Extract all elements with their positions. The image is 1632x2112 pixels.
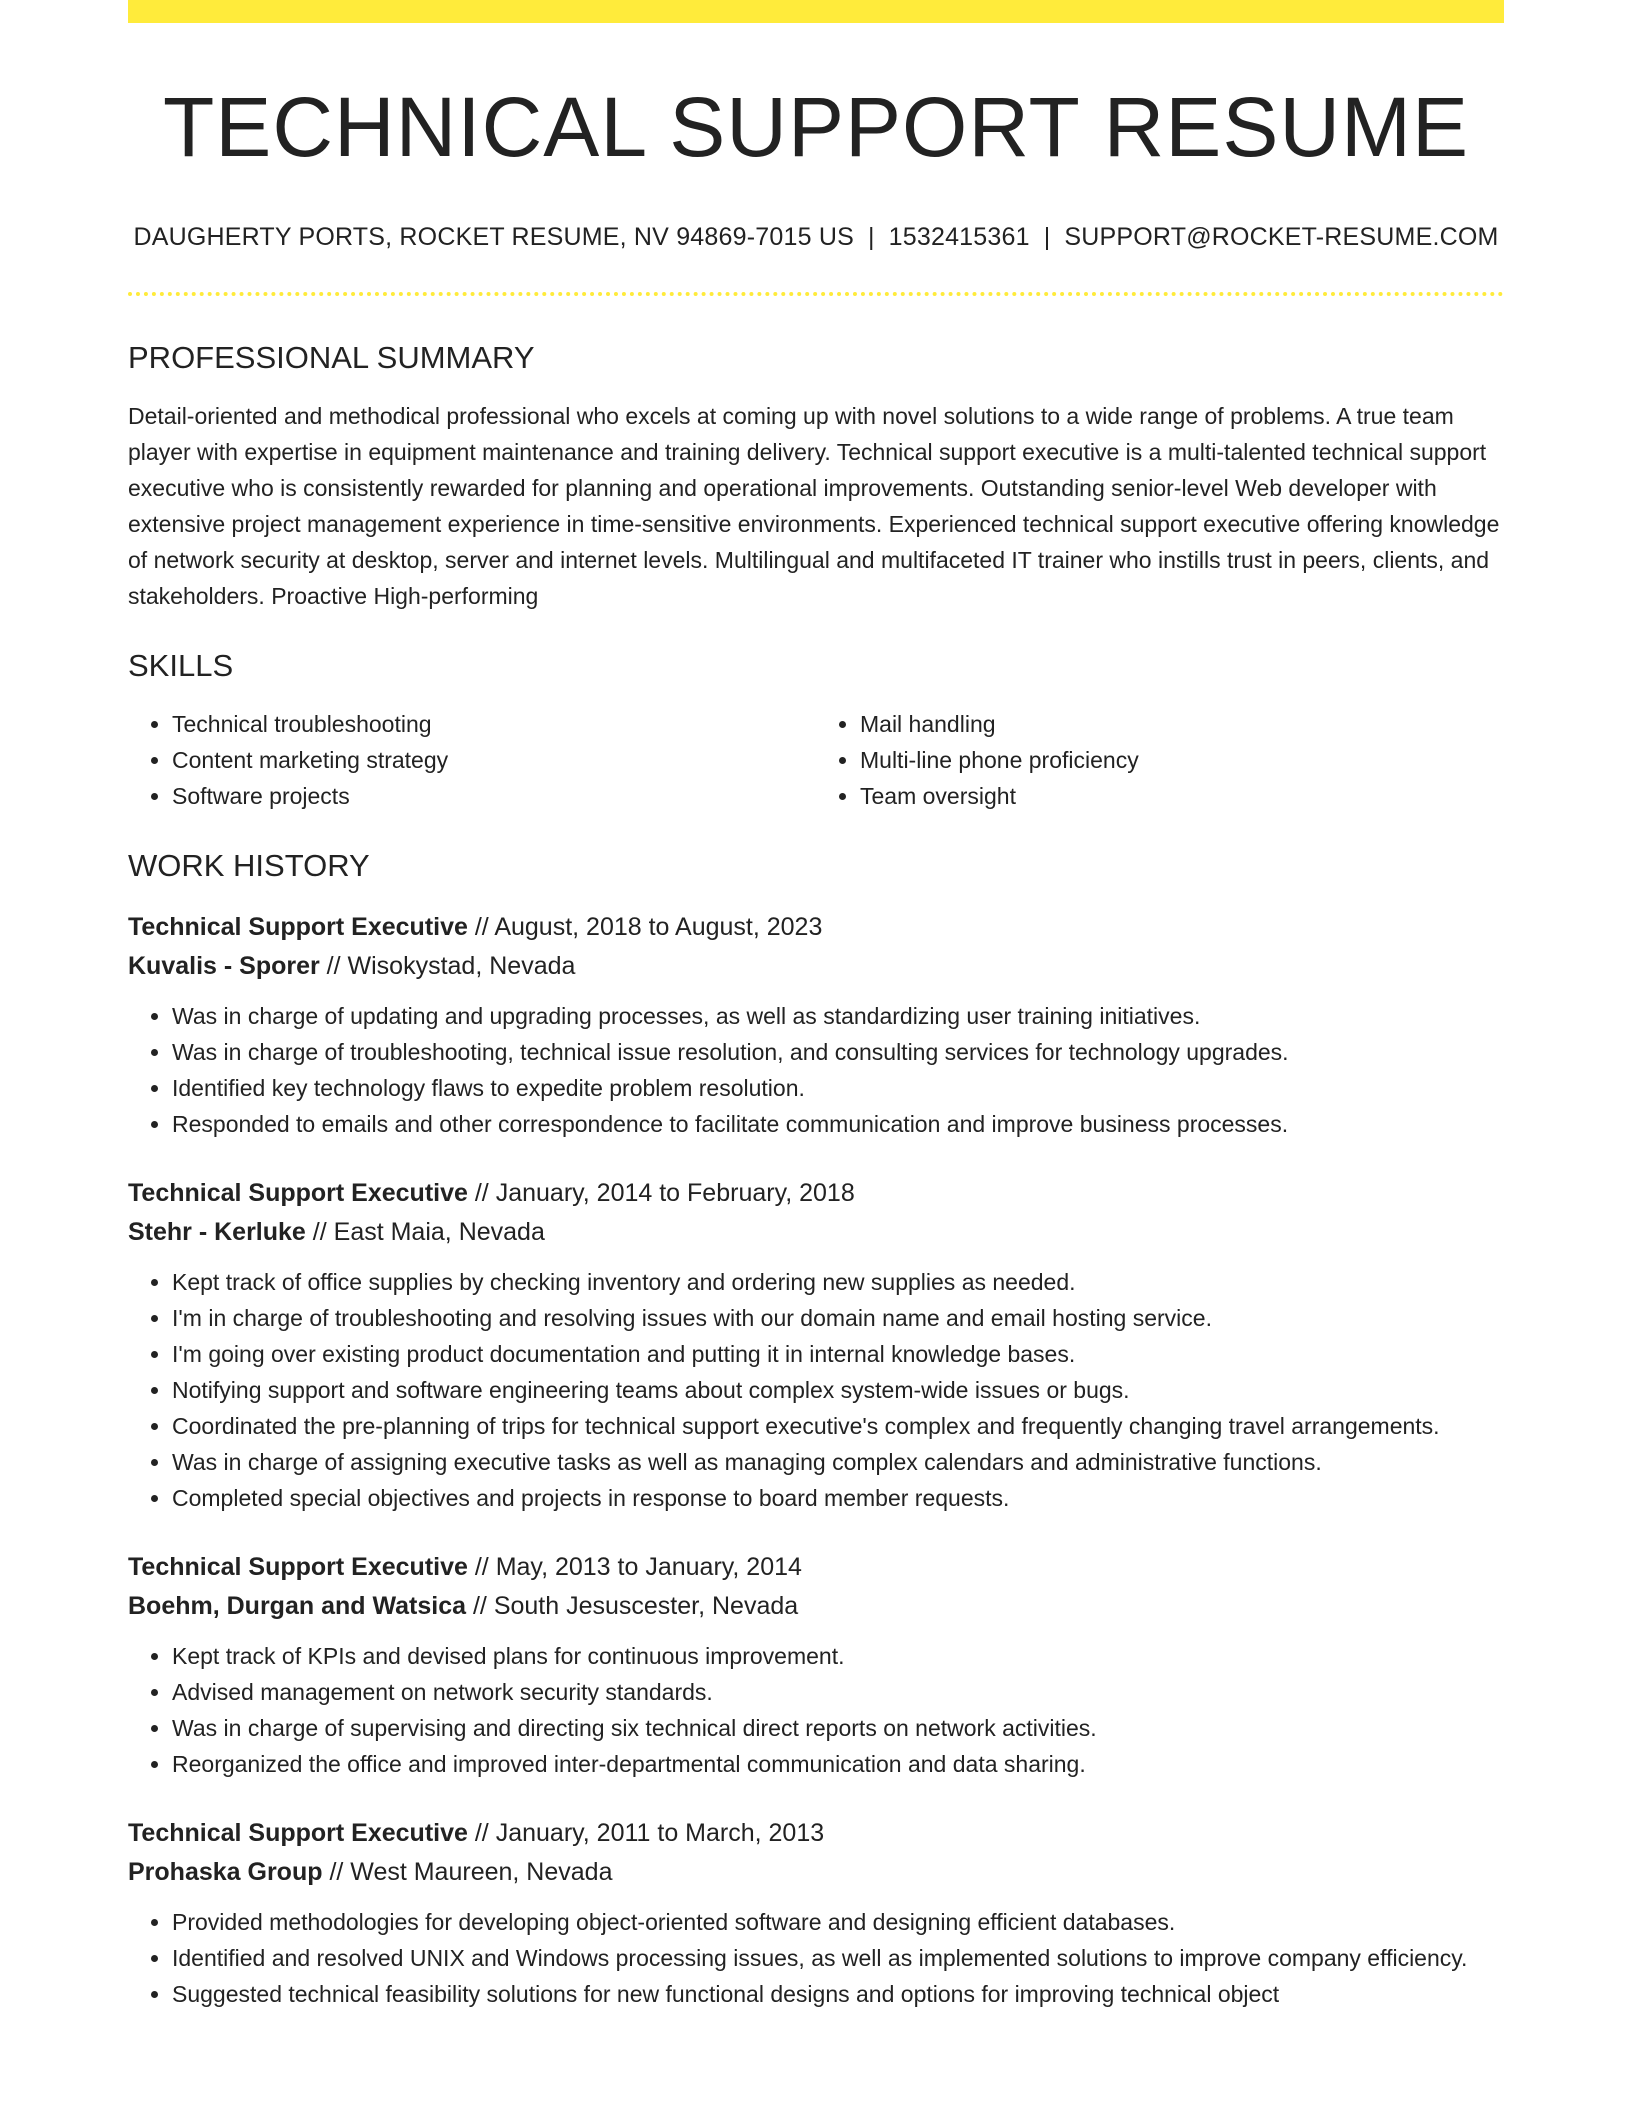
job-company: Kuvalis - Sporer [128, 952, 320, 981]
job-company-line [128, 1587, 1504, 1626]
job-divider: // [467, 1819, 496, 1848]
contact-email: SUPPORT@ROCKET-RESUME.COM [1064, 223, 1499, 252]
job-company-line [128, 947, 1504, 986]
job-company: Stehr - Kerluke [128, 1218, 306, 1247]
job-divider: // [466, 1592, 494, 1621]
job-title-line [128, 1814, 1504, 1853]
skills-column-left [128, 706, 816, 814]
resume-page [128, 0, 1504, 2012]
job-company-line [128, 1853, 1504, 1892]
job-location: West Maureen, Nevada [350, 1858, 613, 1887]
job-bullet: • Identified key technology flaws to expedite problem resolution. [172, 1070, 1504, 1106]
job-divider: // [305, 1218, 334, 1247]
job-entry [128, 1814, 1504, 2012]
contact-separator: | [867, 223, 875, 252]
job-bullet: • Suggested technical feasibility solutions for new functional designs and options for improving technical object [172, 1976, 1504, 2012]
skill-item: • Technical troubleshooting [172, 706, 816, 742]
skills-heading: SKILLS [128, 648, 234, 684]
job-bullet: • Responded to emails and other correspondence to facilitate communication and improve business processes. [172, 1106, 1504, 1142]
job-entry [128, 1174, 1504, 1516]
contact-address: DAUGHERTY PORTS, ROCKET RESUME, NV 94869-7015 US [133, 223, 854, 252]
job-location: South Jesuscester, Nevada [493, 1592, 799, 1621]
job-bullet: • Identified and resolved UNIX and Windows processing issues, as well as implemented solutions to improve company efficiency. [172, 1940, 1504, 1976]
skills-list [128, 706, 1504, 814]
job-bullet: • Notifying support and software engineering teams about complex system-wide issues or bugs. [172, 1372, 1504, 1408]
accent-top-bar [128, 0, 1504, 23]
job-bullets [128, 998, 1504, 1142]
job-dates: January, 2011 to March, 2013 [495, 1819, 825, 1848]
skill-item: • Team oversight [860, 778, 1504, 814]
job-title: Technical Support Executive [128, 913, 468, 942]
job-location: Wisokystad, Nevada [347, 952, 576, 981]
job-company: Boehm, Durgan and Watsica [128, 1592, 467, 1621]
work-history-heading: WORK HISTORY [128, 848, 370, 884]
job-bullets [128, 1638, 1504, 1782]
job-bullet: • Coordinated the pre-planning of trips for technical support executive's complex and frequently changing travel arrangements. [172, 1408, 1504, 1444]
job-divider: // [322, 1858, 351, 1887]
job-location: East Maia, Nevada [333, 1218, 545, 1247]
job-dates: January, 2014 to February, 2018 [495, 1179, 855, 1208]
contact-line [128, 223, 1504, 252]
job-divider: // [319, 952, 348, 981]
job-bullet: • Reorganized the office and improved inter-departmental communication and data sharing. [172, 1746, 1504, 1782]
job-title: Technical Support Executive [128, 1819, 468, 1848]
job-divider: // [467, 913, 495, 942]
job-title-line [128, 1548, 1504, 1587]
job-bullet: • Provided methodologies for developing object-oriented software and designing efficient databases. [172, 1904, 1504, 1940]
job-title-line [128, 1174, 1504, 1213]
job-entry [128, 1548, 1504, 1782]
job-bullet: • I'm going over existing product documentation and putting it in internal knowledge bases. [172, 1336, 1504, 1372]
job-bullet: • Was in charge of updating and upgrading processes, as well as standardizing user training initiatives. [172, 998, 1504, 1034]
job-title-line [128, 908, 1504, 947]
job-bullets [128, 1904, 1504, 2012]
job-company: Prohaska Group [128, 1858, 323, 1887]
resume-title: TECHNICAL SUPPORT RESUME [162, 80, 1470, 174]
skill-item: • Content marketing strategy [172, 742, 816, 778]
job-dates: May, 2013 to January, 2014 [495, 1553, 802, 1582]
job-bullet: • I'm in charge of troubleshooting and resolving issues with our domain name and email hosting service. [172, 1300, 1504, 1336]
skill-item: • Multi-line phone proficiency [860, 742, 1504, 778]
job-bullet: • Kept track of KPIs and devised plans for continuous improvement. [172, 1638, 1504, 1674]
job-bullet: • Advised management on network security standards. [172, 1674, 1504, 1710]
skill-item: • Software projects [172, 778, 816, 814]
job-title: Technical Support Executive [128, 1553, 468, 1582]
job-dates: August, 2018 to August, 2023 [494, 913, 823, 942]
job-bullet: • Completed special objectives and projects in response to board member requests. [172, 1480, 1504, 1516]
dotted-divider [128, 292, 1504, 296]
job-bullet: • Was in charge of supervising and directing six technical direct reports on network activities. [172, 1710, 1504, 1746]
skills-column-right [816, 706, 1504, 814]
job-entry [128, 908, 1504, 1142]
summary-text: Detail-oriented and methodical professional who excels at coming up with novel solutions to a wide range of problems. A true team player with expertise in equipment maintenance and training delivery. Technical support executive is a multi-talented technical support executive who is consistently rewarded for planning and operational improvements. Outstanding senior-level Web developer with extensive project management experience in time-sensitive environments. Experienced technical support executive offering knowledge of network security at desktop, server and internet levels. Multilingual and multifaceted IT trainer who instills trust in peers, clients, and stakeholders. Proactive High-performing [128, 403, 1500, 610]
job-bullet: • Kept track of office supplies by checking inventory and ordering new supplies as needed. [172, 1264, 1504, 1300]
job-divider: // [467, 1179, 496, 1208]
skill-item: • Mail handling [860, 706, 1504, 742]
contact-separator: | [1043, 223, 1051, 252]
job-bullets [128, 1264, 1504, 1516]
job-bullet: • Was in charge of troubleshooting, technical issue resolution, and consulting services for technology upgrades. [172, 1034, 1504, 1070]
job-bullet: • Was in charge of assigning executive tasks as well as managing complex calendars and administrative functions. [172, 1444, 1504, 1480]
job-company-line [128, 1213, 1504, 1252]
job-divider: // [467, 1553, 496, 1582]
contact-phone: 1532415361 [888, 223, 1030, 252]
summary-heading: PROFESSIONAL SUMMARY [128, 340, 535, 376]
job-title: Technical Support Executive [128, 1179, 468, 1208]
